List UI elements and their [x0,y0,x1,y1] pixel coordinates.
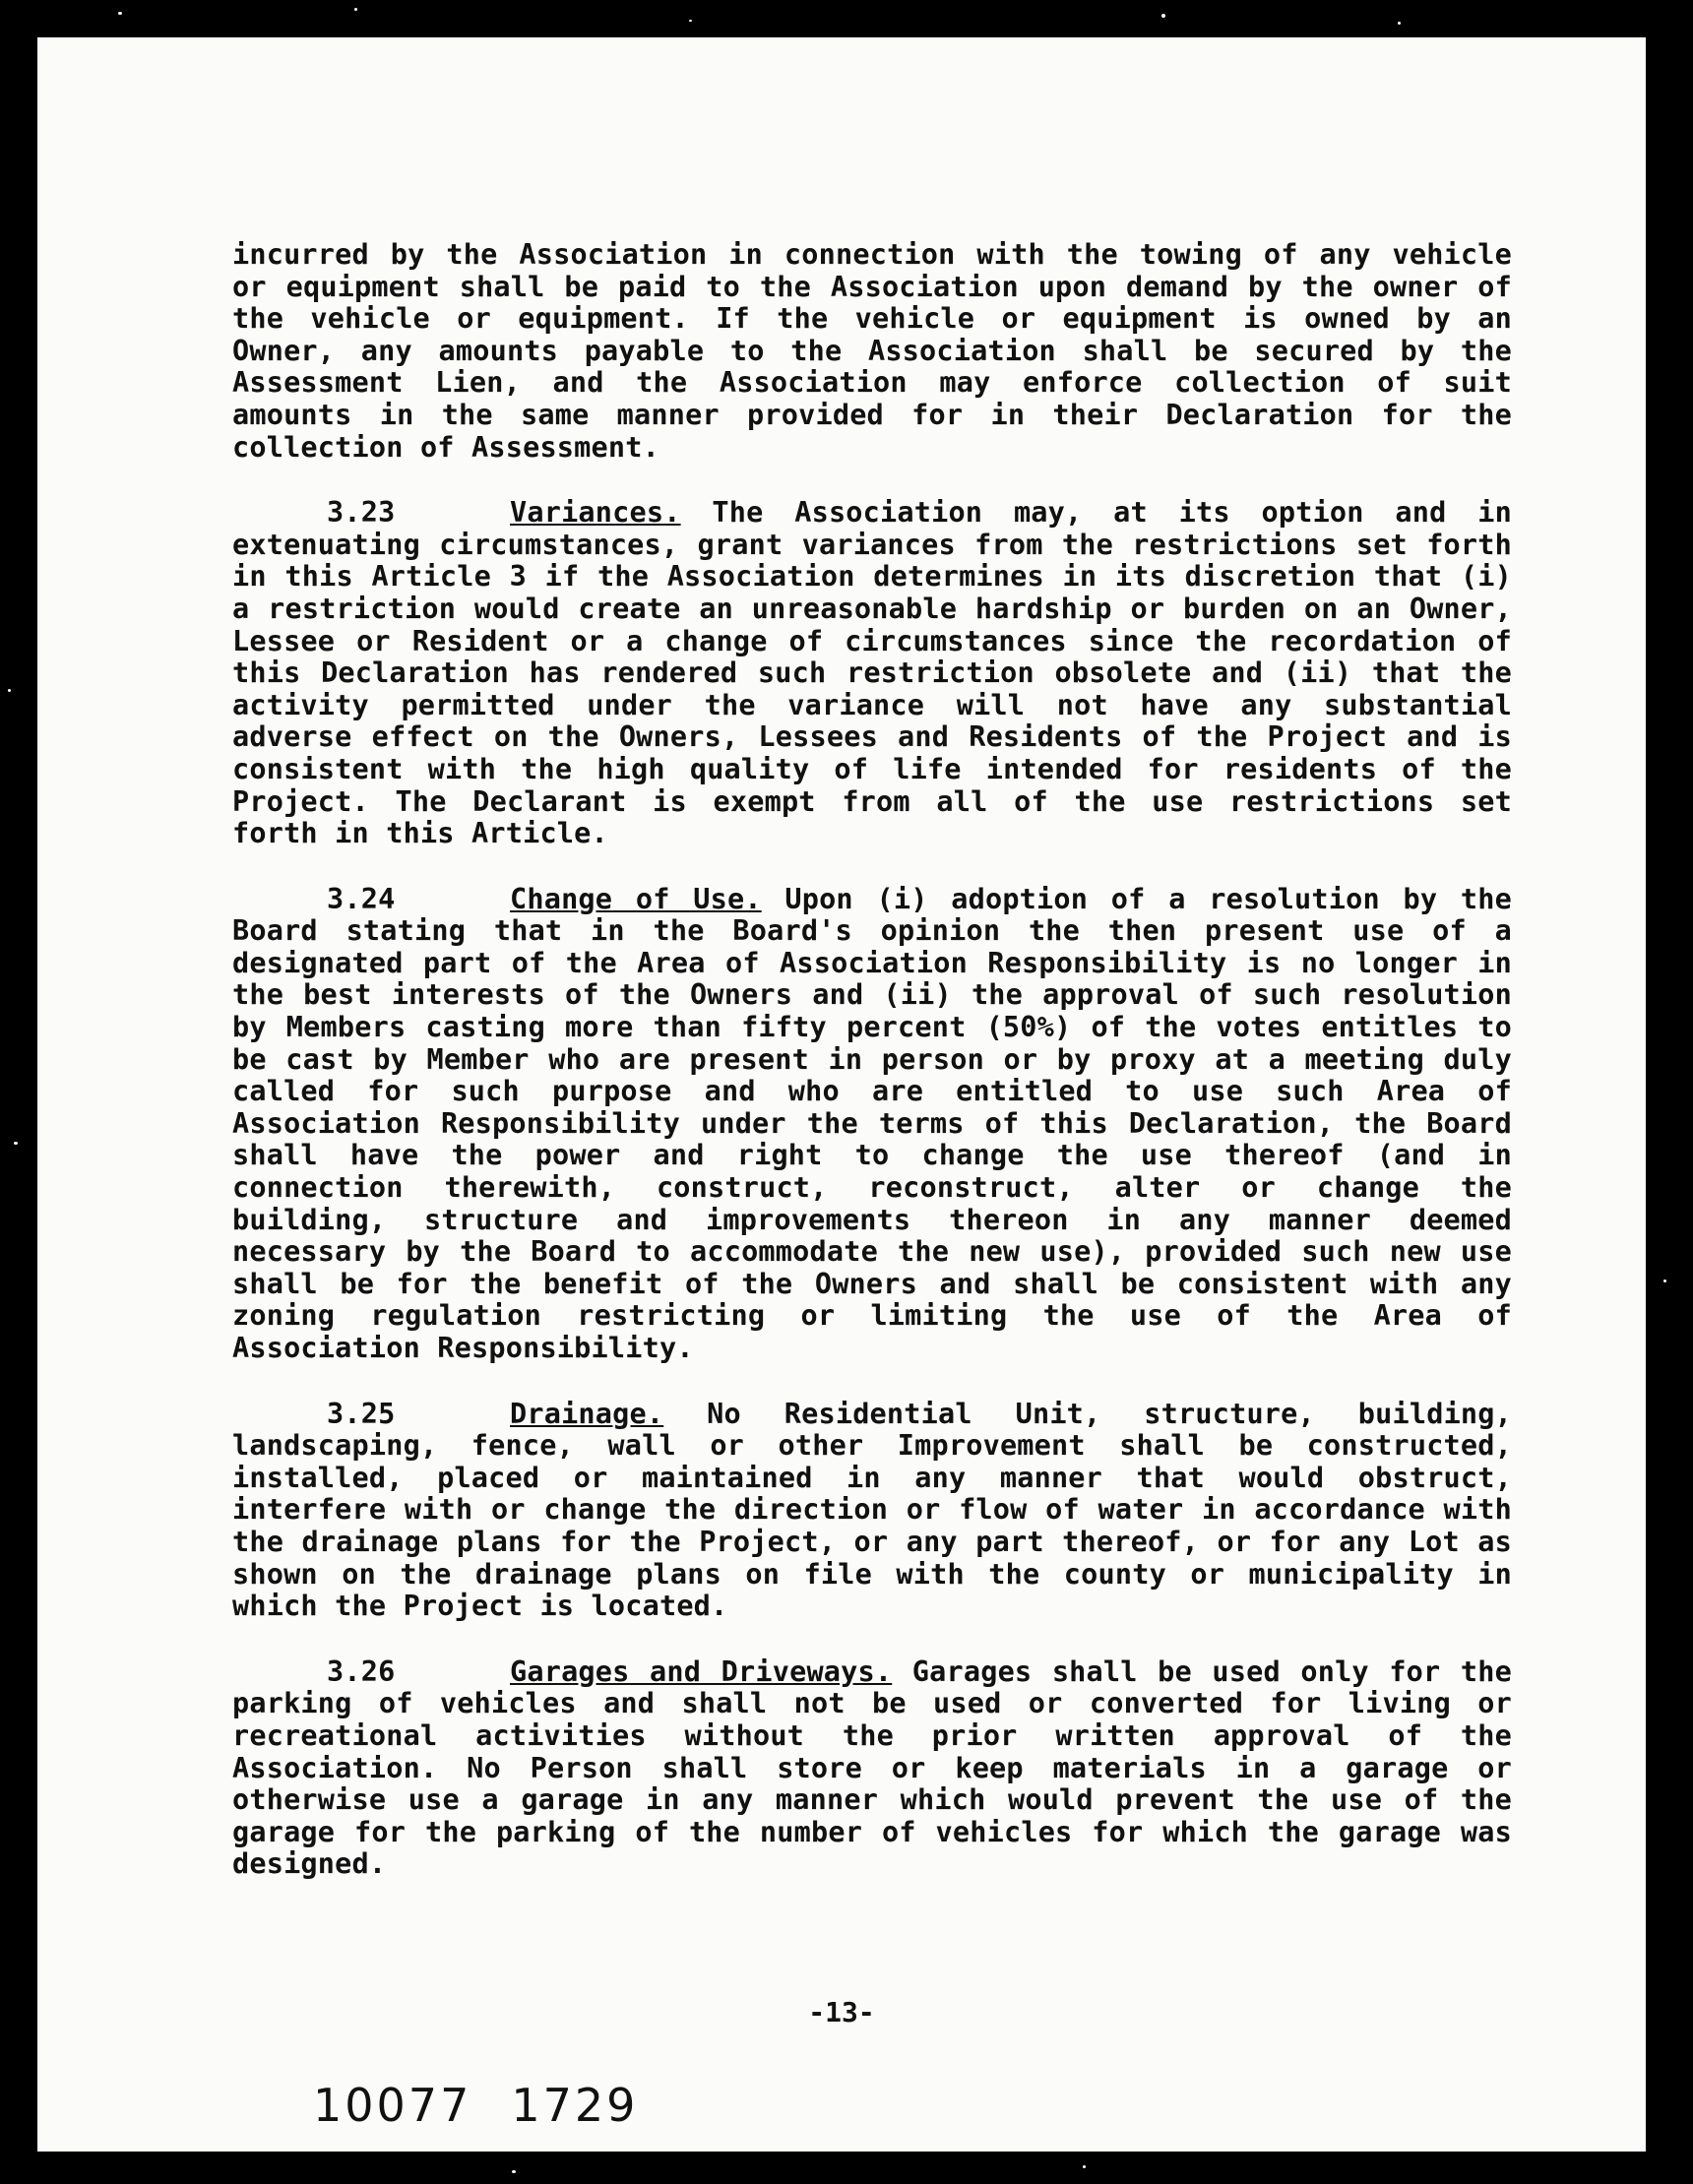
scan-speck [354,8,357,11]
scan-speck [118,12,122,15]
stamp-right: 1729 [511,2079,639,2132]
section-title: Variances. [510,496,681,530]
page-number: -13- [808,1996,875,2028]
section-text: The Association may, at its option and in extenuating circumstances, grant variances from the restrictions set forth in this Article 3 if the Association determines in its discretion that (i) a restriction would create an unreasonable hardship or burden on an Owner, Lessee or Resident or a change of circumstances since the recordation of this Declaration has rendered such restriction obsolete and (ii) that the activity permitted under the variance will not have any substantial adverse effect on the Owners, Lessees and Residents of the Project and is consistent with the high quality of life intended for residents of the Project. The Declarant is exempt from all of the use restrictions set forth in this Article. [232,496,1512,850]
section-3-24 [232,884,1512,1365]
section-number: 3.23 [327,496,396,530]
section-3-25 [232,1399,1512,1623]
section-number: 3.25 [327,1397,396,1430]
scan-speck [1083,2165,1086,2168]
section-number: 3.24 [327,882,396,915]
section-text: Upon (i) adoption of a resolution by the Board stating that in the Board's opinion the then present use of a designated part of the Area of Association Responsibility is no longer in the best interests of the Owners and (ii) the approval of such resolution by Members casting more than fifty percent (50%) of the votes entitles to be cast by Member who are present in person or by proxy at a meeting duly called for such purpose and who are entitled to use such Area of Association Responsibility under the terms of this Declaration, the Board shall have the power and right to change the use thereof (and in connection therewith, construct, reconstruct, alter or change the building, structure and improvements thereon in any manner deemed necessary by the Board to accommodate the new use), provided such new use shall be for the benefit of the Owners and shall be consistent with any zoning regulation restricting or limiting the use of the Area of Association Responsibility. [232,882,1512,1364]
scan-speck [8,689,11,692]
section-text: No Residential Unit, structure, building, landscaping, fence, wall or other Improvement shall be constructed, installed, placed or maintained in any manner that would obstruct, interfere with or change the direction or flow of water in accordance with the drainage plans for the Project, or any part thereof, or for any Lot as shown on the drainage plans on file with the county or municipality in which the Project is located. [232,1397,1512,1623]
scan-speck [1161,14,1165,18]
section-title: Drainage. [510,1397,664,1430]
stamp-left: 10077 [313,2079,472,2132]
document-page [37,37,1646,2152]
section-3-23 [232,497,1512,850]
document-stamp [313,2079,677,2132]
section-3-26 [232,1656,1512,1881]
section-number: 3.26 [327,1654,396,1688]
scan-speck [1398,22,1401,25]
scan-speck [14,1142,18,1145]
scan-speck [1663,1279,1666,1282]
section-text: Garages shall be used only for the parking of vehicles and shall not be used or converted for living or recreational activities without the prior written approval of the Association. No Person shall store or keep materials in a garage or otherwise use a garage in any manner which would prevent the use of the garage for the parking of the number of vehicles for which the garage was designed. [232,1654,1513,1881]
scan-speck [512,2170,516,2173]
section-title: Garages and Driveways. [510,1654,893,1688]
scan-speck [689,20,692,22]
section-title: Change of Use. [510,882,762,915]
opening-paragraph: incurred by the Association in connection with the towing of any vehicle or equipment shall be paid to the Association upon demand by the owner of the vehicle or equipment. If the vehicle or equipment is owned by an Owner, any amounts payable to the Association shall be secured by the Assessment Lien, and the Association may enforce collection of suit amounts in the same manner provided for in their Declaration for the collection of Assessment. [232,238,1512,464]
document-body [232,239,1512,1914]
